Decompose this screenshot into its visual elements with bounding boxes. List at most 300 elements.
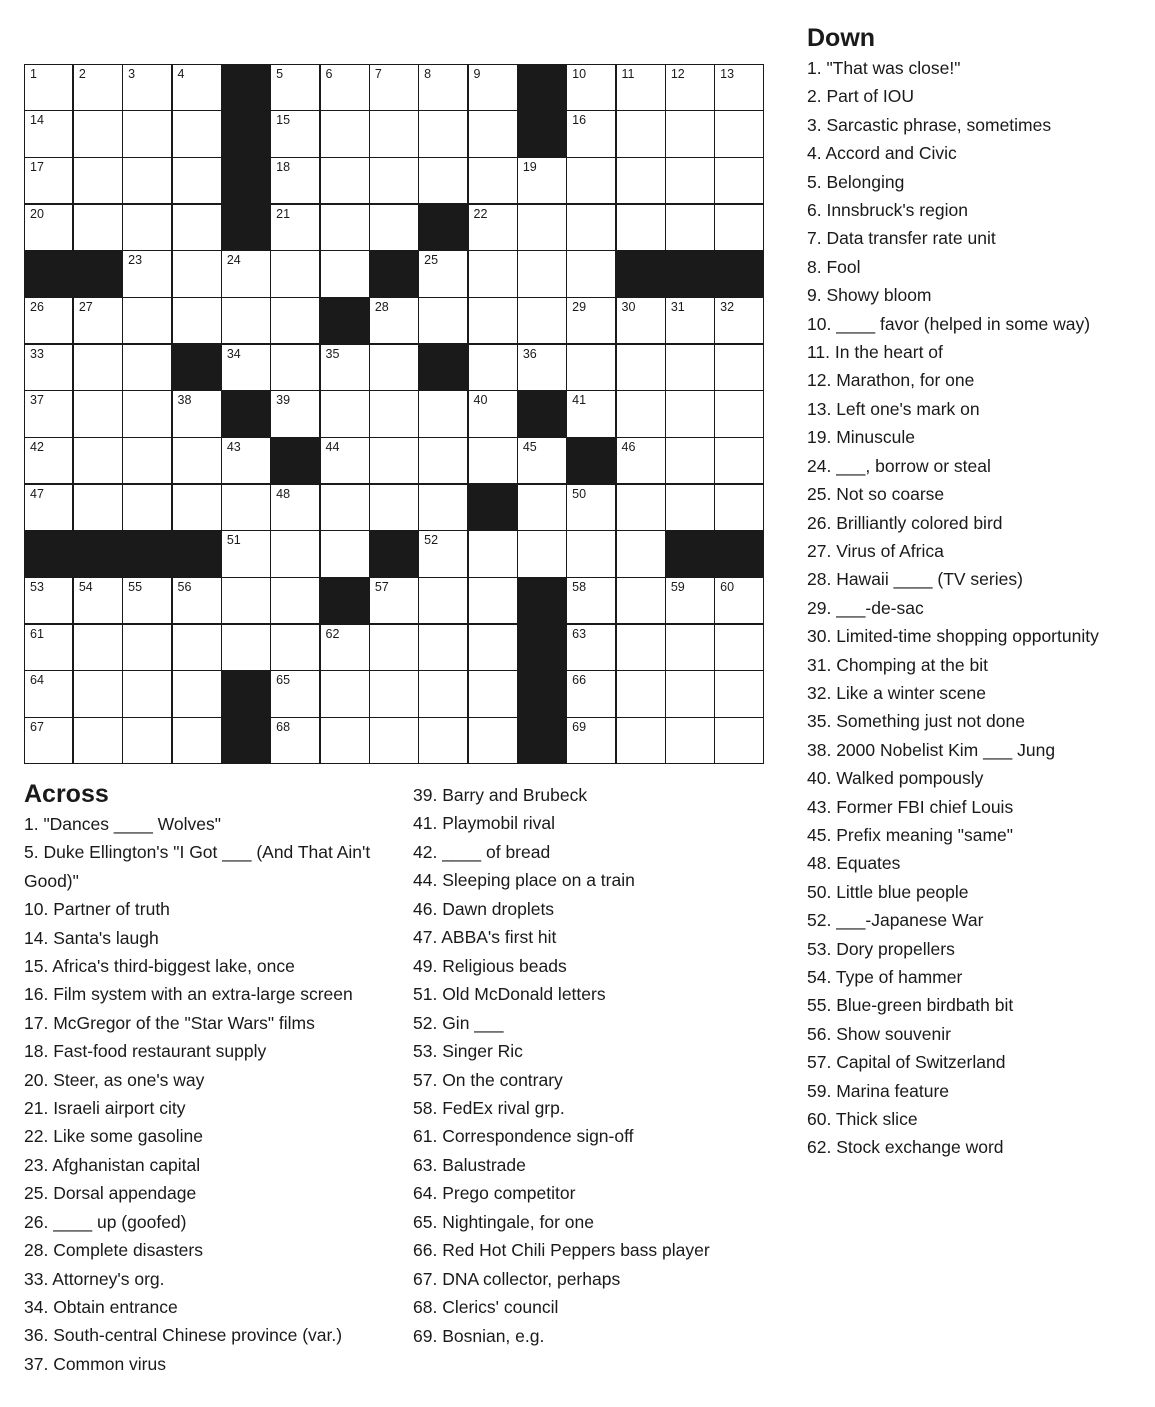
grid-cell[interactable] (468, 624, 518, 672)
across-clue: 53. Singer Ric (413, 1041, 523, 1062)
grid-cell[interactable] (665, 297, 715, 345)
grid-cell[interactable] (73, 624, 123, 672)
grid-cell[interactable] (714, 204, 764, 252)
grid-cell[interactable] (24, 64, 73, 111)
grid-cell[interactable] (418, 484, 468, 532)
grid-cell[interactable] (24, 344, 73, 392)
down-clue: 59. Marina feature (807, 1080, 950, 1101)
cell-number: 2 (78, 67, 86, 81)
grid-cell[interactable] (714, 437, 764, 485)
down-clue: 29. ___-de-sac (807, 597, 924, 618)
grid-cell[interactable] (517, 204, 567, 252)
grid-cell[interactable] (517, 250, 567, 298)
grid-cell[interactable] (24, 157, 73, 205)
down-clue: 4. Accord and Civic (807, 143, 957, 164)
grid-cell[interactable] (714, 670, 764, 718)
grid-cell[interactable] (468, 344, 518, 392)
cell-number: 68 (276, 719, 291, 734)
grid-block (517, 64, 567, 111)
grid-cell[interactable] (73, 484, 123, 532)
grid-cell[interactable] (122, 390, 172, 438)
grid-cell[interactable] (122, 250, 172, 298)
grid-cell[interactable] (714, 717, 764, 765)
cell-number: 56 (177, 579, 192, 594)
grid-cell[interactable] (122, 437, 172, 485)
grid-cell[interactable] (468, 530, 518, 578)
grid-cell[interactable] (172, 250, 222, 298)
grid-cell[interactable] (714, 390, 764, 438)
grid-block (714, 250, 764, 298)
cell-number: 13 (720, 67, 735, 81)
cell-number: 53 (30, 579, 44, 594)
grid-cell[interactable] (369, 624, 419, 672)
grid-cell[interactable] (468, 110, 518, 158)
down-clue: 56. Show souvenir (807, 1023, 951, 1044)
grid-cell[interactable] (418, 110, 468, 158)
cell-number: 24 (226, 253, 241, 268)
cell-number: 52 (424, 533, 439, 548)
grid-cell[interactable] (468, 64, 518, 111)
down-clue: 57. Capital of Switzerland (807, 1052, 1006, 1073)
down-clue: 27. Virus of Africa (807, 540, 944, 561)
grid-cell[interactable] (320, 157, 370, 205)
grid-cell[interactable] (517, 530, 567, 578)
grid-cell[interactable] (616, 670, 666, 718)
grid-cell[interactable] (468, 577, 518, 625)
grid-block (517, 110, 567, 158)
grid-cell[interactable] (270, 204, 320, 252)
grid-cell[interactable] (172, 297, 222, 345)
grid-cell[interactable] (616, 390, 666, 438)
grid-cell[interactable] (172, 437, 222, 485)
across-clue: 22. Like some gasoline (24, 1126, 203, 1147)
grid-cell[interactable] (468, 204, 518, 252)
grid-cell[interactable] (418, 577, 468, 625)
cell-number: 30 (621, 299, 636, 314)
grid-cell[interactable] (221, 297, 271, 345)
grid-block (172, 530, 222, 578)
grid-block (517, 390, 567, 438)
grid-cell[interactable] (369, 110, 419, 158)
across-clue: 68. Clerics' council (413, 1297, 559, 1318)
grid-cell[interactable] (566, 390, 616, 438)
down-clue: 53. Dory propellers (807, 938, 955, 959)
grid-cell[interactable] (714, 297, 764, 345)
grid-cell[interactable] (714, 577, 764, 625)
across-clue: 23. Afghanistan capital (24, 1154, 201, 1175)
grid-cell[interactable] (221, 250, 271, 298)
grid-cell[interactable] (665, 157, 715, 205)
down-clue: 5. Belonging (807, 171, 905, 192)
grid-cell[interactable] (468, 157, 518, 205)
cell-number: 29 (572, 299, 587, 314)
across-clue: 21. Israeli airport city (24, 1098, 186, 1119)
grid-cell[interactable] (270, 530, 320, 578)
across-clue: 34. Obtain entrance (24, 1296, 178, 1317)
down-clue: 55. Blue-green birdbath bit (807, 995, 1014, 1016)
across-clue: 10. Partner of truth (24, 899, 170, 920)
down-clue: 45. Prefix meaning "same" (807, 824, 1013, 845)
grid-cell[interactable] (122, 484, 172, 532)
grid-cell[interactable] (172, 157, 222, 205)
grid-cell[interactable] (73, 717, 123, 765)
grid-cell[interactable] (665, 390, 715, 438)
grid-cell[interactable] (616, 624, 666, 672)
grid-cell[interactable] (616, 204, 666, 252)
grid-cell[interactable] (122, 157, 172, 205)
grid-cell[interactable] (122, 670, 172, 718)
grid-cell[interactable] (24, 437, 73, 485)
grid-cell[interactable] (172, 670, 222, 718)
cell-number: 65 (276, 673, 291, 688)
grid-cell[interactable] (418, 670, 468, 718)
grid-cell[interactable] (73, 577, 123, 625)
grid-cell[interactable] (320, 670, 370, 718)
grid-cell[interactable] (616, 717, 666, 765)
down-clue: 40. Walked pompously (807, 768, 984, 789)
grid-cell[interactable] (24, 577, 73, 625)
grid-cell[interactable] (616, 64, 666, 111)
grid-cell[interactable] (73, 157, 123, 205)
grid-cell[interactable] (24, 624, 73, 672)
grid-cell[interactable] (418, 530, 468, 578)
grid-cell[interactable] (122, 717, 172, 765)
across-clue: 18. Fast-food restaurant supply (24, 1041, 267, 1062)
grid-cell[interactable] (122, 624, 172, 672)
grid-cell[interactable] (714, 157, 764, 205)
across-clue: 15. Africa's third-biggest lake, once (24, 956, 295, 977)
grid-cell[interactable] (369, 390, 419, 438)
grid-cell[interactable] (320, 64, 370, 111)
grid-cell[interactable] (566, 624, 616, 672)
down-clues-column (807, 22, 1152, 1162)
grid-cell[interactable] (468, 437, 518, 485)
down-clue: 60. Thick slice (807, 1109, 918, 1130)
grid-cell[interactable] (221, 484, 271, 532)
cell-number: 4 (177, 67, 185, 81)
grid-cell[interactable] (616, 484, 666, 532)
grid-block (418, 344, 468, 392)
cell-number: 58 (572, 579, 587, 594)
grid-cell[interactable] (369, 157, 419, 205)
grid-block (665, 250, 715, 298)
grid-cell[interactable] (122, 64, 172, 111)
grid-cell[interactable] (665, 577, 715, 625)
down-clue: 3. Sarcastic phrase, sometimes (807, 114, 1052, 135)
across-clue: 58. FedEx rival grp. (413, 1097, 565, 1118)
grid-block (221, 64, 271, 111)
grid-cell[interactable] (24, 717, 73, 765)
grid-cell[interactable] (73, 344, 123, 392)
grid-cell[interactable] (172, 110, 222, 158)
grid-cell[interactable] (665, 484, 715, 532)
grid-cell[interactable] (221, 344, 271, 392)
cell-number: 22 (473, 206, 488, 221)
cell-number: 17 (30, 159, 44, 174)
grid-cell[interactable] (270, 64, 320, 111)
grid-cell[interactable] (122, 577, 172, 625)
cell-number: 12 (670, 67, 685, 81)
across-clue: 16. Film system with an extra-large screen (24, 984, 353, 1005)
grid-cell[interactable] (73, 110, 123, 158)
grid-cell[interactable] (566, 530, 616, 578)
grid-cell[interactable] (270, 344, 320, 392)
grid-cell[interactable] (221, 437, 271, 485)
grid-cell[interactable] (73, 390, 123, 438)
grid-cell[interactable] (320, 204, 370, 252)
cell-number: 36 (522, 346, 537, 361)
grid-cell[interactable] (172, 64, 222, 111)
grid-block (221, 157, 271, 205)
grid-cell[interactable] (172, 624, 222, 672)
grid-cell[interactable] (468, 390, 518, 438)
across-clue: 1. "Dances ____ Wolves" (24, 814, 221, 834)
grid-cell[interactable] (616, 157, 666, 205)
grid-cell[interactable] (73, 297, 123, 345)
down-clue: 62. Stock exchange word (807, 1137, 1004, 1158)
grid-cell[interactable] (172, 390, 222, 438)
grid-cell[interactable] (270, 157, 320, 205)
grid-cell[interactable] (320, 344, 370, 392)
grid-cell[interactable] (418, 250, 468, 298)
cell-number: 61 (30, 626, 44, 641)
cell-number: 40 (473, 393, 488, 408)
grid-cell[interactable] (714, 64, 764, 111)
cell-number: 6 (325, 67, 333, 81)
grid-cell[interactable] (566, 204, 616, 252)
cell-number: 41 (572, 393, 587, 408)
cell-number: 44 (325, 439, 340, 454)
grid-cell[interactable] (122, 297, 172, 345)
down-clue: 50. Little blue people (807, 881, 969, 902)
grid-cell[interactable] (24, 670, 73, 718)
grid-block (418, 204, 468, 252)
grid-cell[interactable] (566, 577, 616, 625)
across-clue: 47. ABBA's first hit (413, 927, 557, 948)
cell-number: 28 (374, 299, 389, 314)
grid-cell[interactable] (714, 484, 764, 532)
grid-cell[interactable] (369, 204, 419, 252)
grid-cell[interactable] (221, 530, 271, 578)
grid-cell[interactable] (616, 577, 666, 625)
grid-cell[interactable] (616, 437, 666, 485)
cell-number: 33 (30, 346, 44, 361)
grid-cell[interactable] (517, 484, 567, 532)
grid-cell[interactable] (270, 484, 320, 532)
grid-cell[interactable] (221, 577, 271, 625)
grid-cell[interactable] (418, 717, 468, 765)
grid-cell[interactable] (73, 437, 123, 485)
cell-number: 3 (128, 67, 136, 81)
grid-cell[interactable] (468, 297, 518, 345)
grid-cell[interactable] (122, 110, 172, 158)
down-clue: 1. "That was close!" (807, 58, 961, 78)
grid-cell[interactable] (665, 344, 715, 392)
grid-cell[interactable] (665, 624, 715, 672)
grid-cell[interactable] (320, 110, 370, 158)
grid-cell[interactable] (566, 717, 616, 765)
grid-block (517, 577, 567, 625)
grid-cell[interactable] (566, 250, 616, 298)
grid-cell[interactable] (616, 344, 666, 392)
grid-block (221, 204, 271, 252)
grid-cell[interactable] (369, 297, 419, 345)
grid-cell[interactable] (24, 110, 73, 158)
grid-cell[interactable] (369, 577, 419, 625)
cell-number: 50 (572, 486, 587, 501)
grid-cell[interactable] (270, 717, 320, 765)
grid-cell[interactable] (221, 624, 271, 672)
cell-number: 16 (572, 113, 587, 128)
grid-cell[interactable] (270, 624, 320, 672)
grid-cell[interactable] (172, 484, 222, 532)
grid-cell[interactable] (270, 390, 320, 438)
grid-cell[interactable] (122, 344, 172, 392)
grid-block (517, 624, 567, 672)
grid-cell[interactable] (122, 204, 172, 252)
cell-number: 23 (128, 253, 143, 268)
grid-cell[interactable] (369, 64, 419, 111)
grid-cell[interactable] (566, 484, 616, 532)
grid-cell[interactable] (714, 624, 764, 672)
cell-number: 34 (226, 346, 241, 361)
grid-cell[interactable] (270, 297, 320, 345)
down-clue: 30. Limited-time shopping opportunity (807, 626, 1099, 647)
grid-cell[interactable] (468, 250, 518, 298)
grid-cell[interactable] (418, 624, 468, 672)
grid-cell[interactable] (418, 64, 468, 111)
grid-cell[interactable] (517, 157, 567, 205)
cell-number: 14 (30, 113, 44, 128)
grid-cell[interactable] (566, 670, 616, 718)
grid-cell[interactable] (320, 717, 370, 765)
grid-block (369, 530, 419, 578)
grid-cell[interactable] (616, 530, 666, 578)
grid-cell[interactable] (665, 64, 715, 111)
down-clue: 19. Minuscule (807, 427, 915, 448)
grid-cell[interactable] (172, 577, 222, 625)
grid-cell[interactable] (320, 250, 370, 298)
grid-cell[interactable] (418, 437, 468, 485)
grid-block (73, 530, 123, 578)
grid-cell[interactable] (665, 110, 715, 158)
grid-cell[interactable] (24, 484, 73, 532)
grid-cell[interactable] (517, 297, 567, 345)
grid-cell[interactable] (320, 390, 370, 438)
cell-number: 55 (128, 579, 143, 594)
across-clue: 17. McGregor of the "Star Wars" films (24, 1012, 315, 1033)
grid-cell[interactable] (616, 297, 666, 345)
grid-block (616, 250, 666, 298)
grid-cell[interactable] (24, 297, 73, 345)
grid-cell[interactable] (566, 344, 616, 392)
grid-cell[interactable] (369, 670, 419, 718)
grid-cell[interactable] (369, 717, 419, 765)
cell-number: 59 (670, 579, 685, 594)
grid-cell[interactable] (73, 204, 123, 252)
cell-number: 9 (473, 67, 481, 81)
grid-cell[interactable] (320, 437, 370, 485)
grid-cell[interactable] (566, 64, 616, 111)
cell-number: 48 (276, 486, 291, 501)
grid-cell[interactable] (517, 344, 567, 392)
grid-cell[interactable] (24, 204, 73, 252)
cell-number: 27 (78, 299, 93, 314)
down-clue: 26. Brilliantly colored bird (807, 512, 1003, 533)
grid-cell[interactable] (468, 670, 518, 718)
grid-cell[interactable] (369, 484, 419, 532)
grid-block (320, 577, 370, 625)
grid-block (468, 484, 518, 532)
grid-block (221, 670, 271, 718)
across-clue: 63. Balustrade (413, 1154, 526, 1175)
grid-cell[interactable] (714, 110, 764, 158)
cell-number: 54 (78, 579, 93, 594)
down-clue: 6. Innsbruck's region (807, 200, 968, 221)
cell-number: 10 (572, 67, 587, 81)
across-clue: 64. Prego competitor (413, 1183, 576, 1204)
grid-cell[interactable] (418, 297, 468, 345)
grid-cell[interactable] (418, 390, 468, 438)
down-clue: 35. Something just not done (807, 711, 1025, 732)
grid-cell[interactable] (566, 110, 616, 158)
grid-cell[interactable] (320, 624, 370, 672)
grid-block (714, 530, 764, 578)
grid-cell[interactable] (172, 717, 222, 765)
across-clue: 33. Attorney's org. (24, 1268, 165, 1289)
grid-cell[interactable] (73, 670, 123, 718)
grid-cell[interactable] (270, 670, 320, 718)
grid-cell[interactable] (270, 250, 320, 298)
down-clue: 38. 2000 Nobelist Kim ___ Jung (807, 739, 1056, 760)
across-clue: 26. ____ up (goofed) (24, 1211, 187, 1232)
grid-cell[interactable] (418, 157, 468, 205)
grid-cell[interactable] (665, 717, 715, 765)
grid-cell[interactable] (270, 110, 320, 158)
grid-cell[interactable] (24, 390, 73, 438)
grid-cell[interactable] (566, 157, 616, 205)
grid-cell[interactable] (172, 204, 222, 252)
cell-number: 5 (276, 67, 284, 81)
down-clue: 28. Hawaii ____ (TV series) (807, 569, 1023, 590)
grid-cell[interactable] (665, 437, 715, 485)
cell-number: 7 (374, 67, 382, 81)
grid-cell[interactable] (270, 577, 320, 625)
across-clue: 14. Santa's laugh (24, 927, 159, 948)
grid-cell[interactable] (665, 204, 715, 252)
grid-cell[interactable] (616, 110, 666, 158)
cell-number: 46 (621, 439, 636, 454)
grid-cell[interactable] (714, 344, 764, 392)
grid-cell[interactable] (665, 670, 715, 718)
down-clue: 54. Type of hammer (807, 967, 963, 987)
grid-cell[interactable] (369, 344, 419, 392)
cell-number: 51 (226, 533, 241, 548)
grid-cell[interactable] (517, 437, 567, 485)
cell-number: 19 (522, 159, 537, 174)
grid-cell[interactable] (468, 717, 518, 765)
cell-number: 31 (670, 299, 685, 314)
cell-number: 45 (522, 439, 537, 454)
grid-cell[interactable] (566, 297, 616, 345)
grid-cell[interactable] (320, 530, 370, 578)
grid-block (320, 297, 370, 345)
across-clue: 39. Barry and Brubeck (413, 785, 588, 805)
grid-cell[interactable] (369, 437, 419, 485)
grid-cell[interactable] (73, 64, 123, 111)
grid-cell[interactable] (320, 484, 370, 532)
down-clue: 7. Data transfer rate unit (807, 228, 996, 249)
